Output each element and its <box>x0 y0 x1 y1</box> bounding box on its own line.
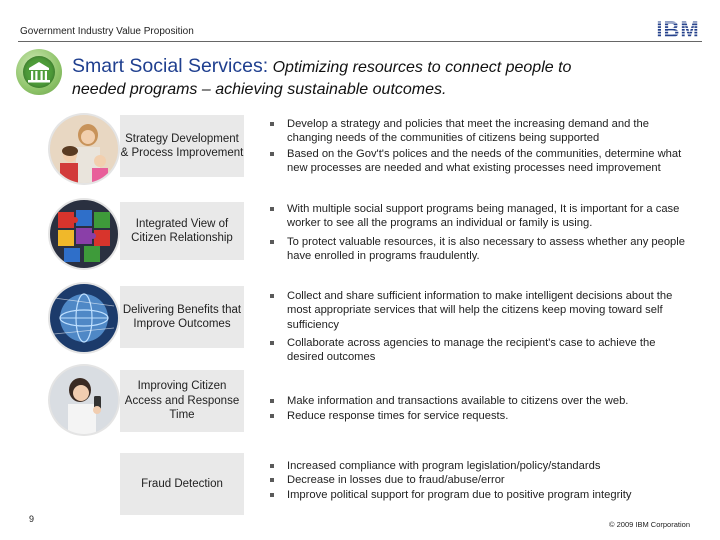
bullet-text: With multiple social support programs being managed, It is important for a case worker to see all the programs an individual or family is using. <box>287 203 680 230</box>
list-item <box>270 336 690 365</box>
copyright: © 2009 IBM Corporation <box>609 520 690 529</box>
row-label-integrated-view: Integrated View of Citizen Relationship <box>120 202 244 260</box>
row-label-strategy: Strategy Development & Process Improvement <box>120 115 244 177</box>
data-globe-image <box>50 284 118 352</box>
list-item <box>270 235 690 264</box>
page-number: 9 <box>29 514 35 524</box>
bullet-text: Develop a strategy and policies that meet the increasing demand and the changing needs of the communities of citizens being supported <box>287 118 649 145</box>
title-subtitle-line2: needed programs – achieving sustainable outcomes. <box>72 81 447 98</box>
page-title <box>72 55 571 78</box>
header-divider <box>18 41 702 42</box>
list-item <box>270 202 690 231</box>
list-item <box>270 147 690 176</box>
bullet-text: Collect and share sufficient information to make intelligent decisions about the most appropriate services that will help the citizens keep moving toward self sufficiency <box>287 290 673 331</box>
bullet-text: Make information and transactions available to citizens over the web. <box>287 395 629 407</box>
bullet-text: Increased compliance with program legislation/policy/standards <box>287 460 601 472</box>
bullet-text: To protect valuable resources, it is also necessary to assess whether any people have enrolled in programs fraudulently. <box>287 235 685 262</box>
ibm-logo <box>654 18 702 40</box>
bullet-text: Decrease in losses due to fraud/abuse/error <box>287 474 505 487</box>
bullet-text: Collaborate across agencies to manage the recipient's case to achieve the desired outcomes <box>287 336 656 364</box>
bullet-text: Improve political support for program due to positive program integrity <box>287 488 632 501</box>
list-item <box>270 459 690 473</box>
title-main: Smart Social Services: <box>72 55 269 77</box>
list-item <box>270 289 690 332</box>
list-item <box>270 409 690 423</box>
row-bullets-integrated-view <box>270 202 690 263</box>
row-bullets-fraud-detection <box>270 459 690 502</box>
list-item <box>270 473 690 487</box>
row-label-delivering-benefits: Delivering Benefits that Improve Outcomes <box>120 286 244 348</box>
list-item <box>270 488 690 502</box>
title-subtitle-line1: Optimizing resources to connect people to <box>272 59 572 76</box>
puzzle-pieces-image <box>50 200 118 268</box>
list-item <box>270 117 690 146</box>
bullet-text: Based on the Gov't's polices and the needs of the communities, determine what new processes are needed and what existing processes need improvement <box>287 147 682 174</box>
government-building-icon <box>16 49 62 95</box>
list-item <box>270 394 690 408</box>
woman-phone-photo <box>50 366 118 434</box>
row-bullets-citizen-access <box>270 394 690 424</box>
row-bullets-strategy <box>270 117 690 175</box>
family-photo <box>50 115 118 183</box>
row-bullets-delivering-benefits <box>270 289 690 364</box>
header-title: Government Industry Value Proposition <box>20 26 194 37</box>
row-label-fraud-detection: Fraud Detection <box>120 453 244 515</box>
row-label-citizen-access: Improving Citizen Access and Response Time <box>120 370 244 432</box>
ibm-logo-text: IBM <box>656 18 700 40</box>
bullet-text: Reduce response times for service requests. <box>287 410 509 423</box>
